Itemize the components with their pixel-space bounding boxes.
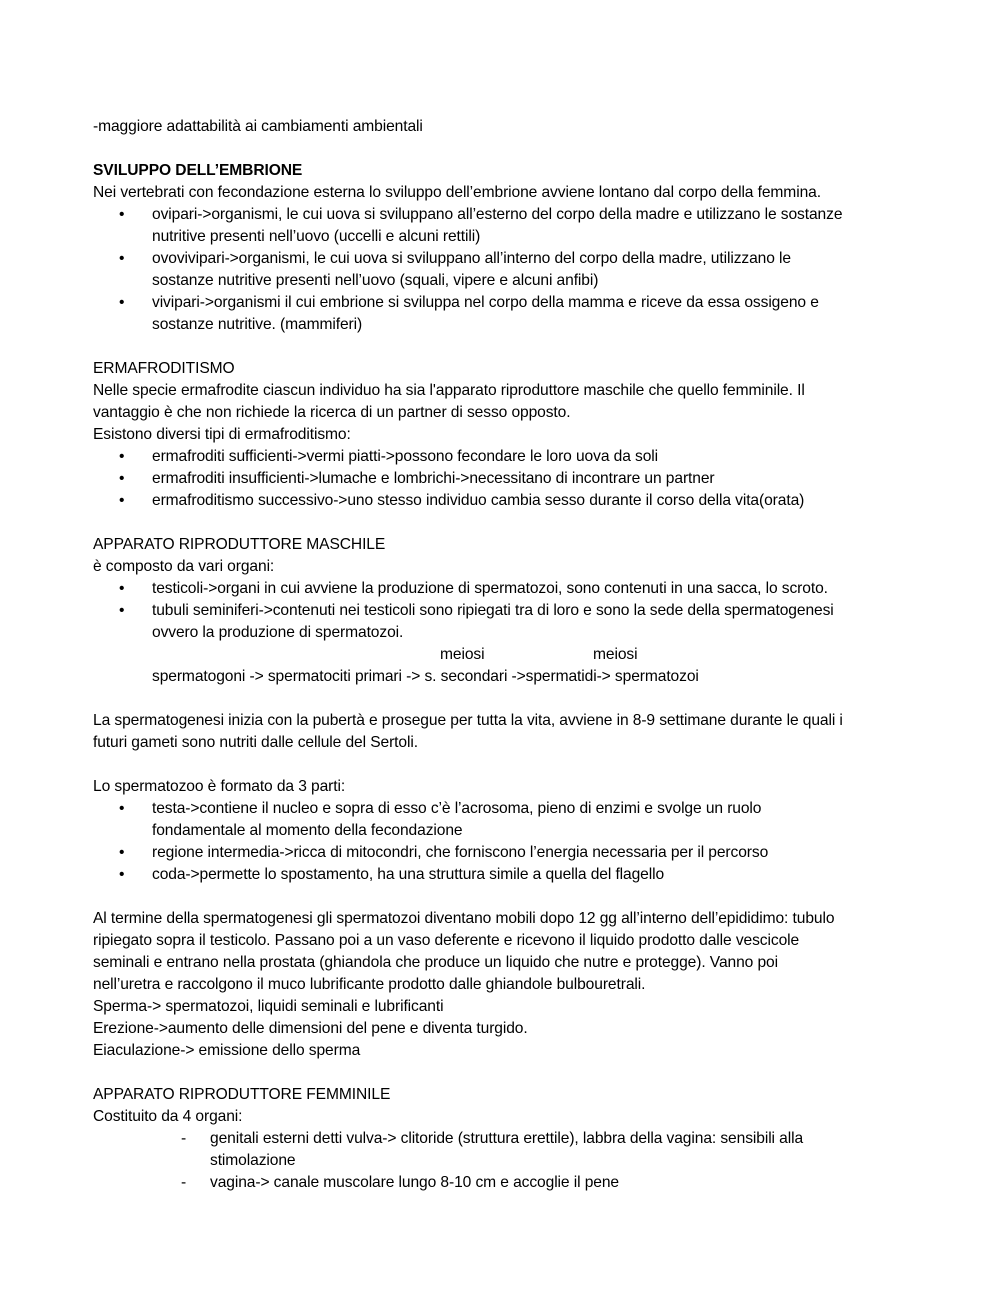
spacer <box>93 688 908 710</box>
list-item-line: stimolazione <box>210 1152 296 1169</box>
list-item-line: genitali esterni detti vulva-> clitoride (struttura erettile), labbra della vagina: sensibili alla <box>210 1130 804 1147</box>
list-item-line: ovvero la produzione di spermatozoi. <box>152 624 404 641</box>
section-heading-ermafroditismo: ERMAFRODITISMO <box>93 360 235 377</box>
paragraph-line: La spermatogenesi inizia con la pubertà e prosegue per tutta la vita, avviene in 8-9 settimane durante le quali i <box>93 712 843 729</box>
bullet-marker: • <box>119 448 125 465</box>
list-item-line: regione intermedia->ricca di mitocondri, che forniscono l’energia necessaria per il percorso <box>152 844 769 861</box>
list-item-line: tubuli seminiferi->contenuti nei testicoli sono ripiegati tra di loro e sono la sede della spermatogenesi <box>152 602 834 619</box>
bullet-marker: • <box>119 470 125 487</box>
list-femminile <box>93 1128 908 1194</box>
paragraph-line: ripiegato sopra il testicolo. Passano poi a un vaso deferente e ricevono il liquido prodotto dalle vescicole <box>93 932 800 949</box>
bullet-marker: • <box>119 602 125 619</box>
meiosi-label: meiosi <box>593 646 638 663</box>
paragraph-line: Eiaculazione-> emissione dello sperma <box>93 1042 361 1059</box>
paragraph-line: Nelle specie ermafrodite ciascun individuo ha sia l'apparato riproduttore maschile che quello femminile. Il <box>93 382 805 399</box>
list-item <box>93 798 908 842</box>
spacer <box>93 336 908 358</box>
paragraph-line: seminali e entrano nella prostata (ghiandola che produce un liquido che nutre e protegge). Vanno poi <box>93 954 778 971</box>
list-item-line: ovipari->organismi, le cui uova si sviluppano all’esterno del corpo della madre e utilizzano le sostanze <box>152 206 843 223</box>
paragraph-line: Costituito da 4 organi: <box>93 1108 243 1125</box>
list-item-line: fondamentale al momento della fecondazione <box>152 822 463 839</box>
list-item <box>93 842 908 864</box>
list-item <box>93 204 908 248</box>
list-item <box>93 248 908 292</box>
dash-marker: - <box>181 1174 187 1191</box>
spacer <box>93 754 908 776</box>
list-maschile <box>93 578 908 644</box>
paragraph-line: Erezione->aumento delle dimensioni del pene e diventa turgido. <box>93 1020 528 1037</box>
paragraph-embrione: Nei vertebrati con fecondazione esterna lo sviluppo dell’embrione avviene lontano dal corpo della femmina. <box>93 184 821 201</box>
section-heading-maschile: APPARATO RIPRODUTTORE MASCHILE <box>93 536 386 553</box>
list-item-line: coda->permette lo spostamento, ha una struttura simile a quella del flagello <box>152 866 665 883</box>
bullet-marker: • <box>119 866 125 883</box>
list-item-line: ermafroditi insufficienti->lumache e lombrichi->necessitano di incontrare un partner <box>152 470 715 487</box>
list-ermafroditismo <box>93 446 908 512</box>
spacer <box>93 512 908 534</box>
paragraph-line: Sperma-> spermatozoi, liquidi seminali e lubrificanti <box>93 998 444 1015</box>
paragraph-line: vantaggio è che non richiede la ricerca di un partner di sesso opposto. <box>93 404 571 421</box>
bullet-marker: • <box>119 250 125 267</box>
spacer <box>93 1062 908 1084</box>
meiosi-labels <box>93 644 908 666</box>
paragraph-line: futuri gameti sono nutriti dalle cellule del Sertoli. <box>93 734 418 751</box>
list-item-line: sostanze nutritive presenti nell’uovo (squali, vipere e alcuni anfibi) <box>152 272 599 289</box>
list-item-line: ermafroditi sufficienti->vermi piatti->possono fecondare le loro uova da soli <box>152 448 659 465</box>
paragraph-line: nell’uretra e raccolgono il muco lubrificante prodotto dalle ghiandole bulbouretrali. <box>93 976 646 993</box>
list-item-line: nutritive presenti nell’uovo (uccelli e alcuni rettili) <box>152 228 481 245</box>
section-heading-embrione: SVILUPPO DELL’EMBRIONE <box>93 162 303 179</box>
list-embrione <box>93 204 908 336</box>
list-item <box>93 578 908 600</box>
dash-marker: - <box>181 1130 187 1147</box>
list-item <box>93 292 908 336</box>
spacer <box>93 138 908 160</box>
list-item <box>93 446 908 468</box>
list-item <box>93 1172 908 1194</box>
spacer <box>93 886 908 908</box>
section-heading-femminile: APPARATO RIPRODUTTORE FEMMINILE <box>93 1086 391 1103</box>
list-item <box>93 1128 908 1172</box>
paragraph-line: Esistono diversi tipi di ermafroditismo: <box>93 426 351 443</box>
bullet-marker: • <box>119 294 125 311</box>
paragraph-line: è composto da vari organi: <box>93 558 275 575</box>
list-spermatozoo <box>93 798 908 886</box>
list-item <box>93 468 908 490</box>
paragraph-line: Al termine della spermatogenesi gli spermatozoi diventano mobili dopo 12 gg all’interno dell’epididimo: tubulo <box>93 910 835 927</box>
paragraph-line: Lo spermatozoo è formato da 3 parti: <box>93 778 346 795</box>
list-item-line: ovovivipari->organismi, le cui uova si sviluppano all’interno del corpo della madre, utilizzano le <box>152 250 791 267</box>
list-item-line: sostanze nutritive. (mammiferi) <box>152 316 363 333</box>
bullet-marker: • <box>119 492 125 509</box>
list-item-line: testicoli->organi in cui avviene la produzione di spermatozoi, sono contenuti in una sacca, lo scroto. <box>152 580 828 597</box>
list-item-line: ermafroditismo successivo->uno stesso individuo cambia sesso durante il corso della vita(orata) <box>152 492 805 509</box>
spermatogenesis-sequence: spermatogoni -> spermatociti primari -> s. secondari ->spermatidi-> spermatozoi <box>152 668 699 685</box>
list-item <box>93 864 908 886</box>
list-item-line: vivipari->organismi il cui embrione si sviluppa nel corpo della mamma e riceve da essa ossigeno e <box>152 294 819 311</box>
bullet-marker: • <box>119 580 125 597</box>
bullet-marker: • <box>119 844 125 861</box>
list-item-line: testa->contiene il nucleo e sopra di esso c’è l’acrosoma, pieno di enzimi e svolge un ruolo <box>152 800 762 817</box>
bullet-marker: • <box>119 206 125 223</box>
list-item-line: vagina-> canale muscolare lungo 8-10 cm e accoglie il pene <box>210 1174 619 1191</box>
bullet-marker: • <box>119 800 125 817</box>
list-item <box>93 490 908 512</box>
document-page <box>93 116 908 1194</box>
meiosi-label: meiosi <box>440 646 485 663</box>
intro-line: -maggiore adattabilità ai cambiamenti ambientali <box>93 118 423 135</box>
list-item <box>93 600 908 644</box>
